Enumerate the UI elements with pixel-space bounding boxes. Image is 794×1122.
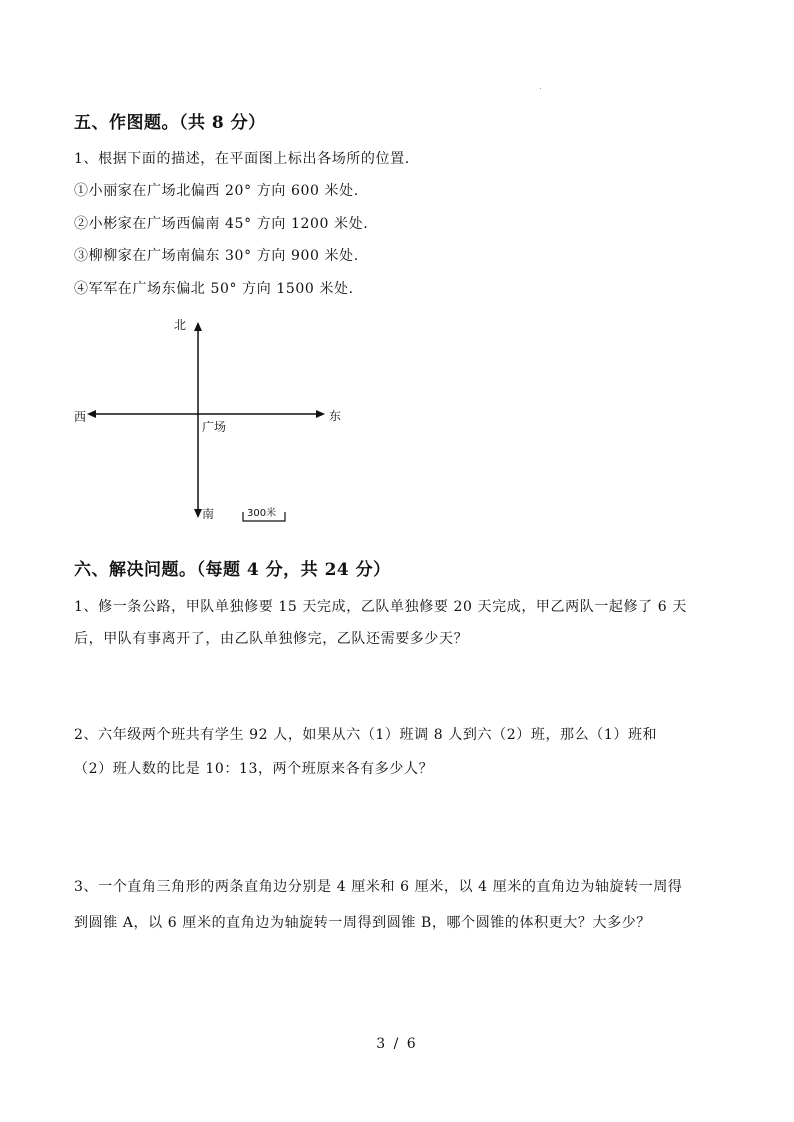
location-item-3: ③柳柳家在广场南偏东 30° 方向 900 米处. [74,248,359,264]
problem1-line2: 后，甲队有事离开了，由乙队单独修完，乙队还需要多少天？ [74,631,469,647]
south-label: 南 [202,507,215,521]
problem2-line1: 2、六年级两个班共有学生 92 人，如果从六（1）班调 8 人到六（2）班，那么（1）班和 [74,727,658,743]
location-item-2: ②小彬家在广场西偏南 45° 方向 1200 米处. [74,216,369,232]
scale-label: 300米 [247,508,277,519]
section6-heading: 六、解决问题。（每题 4 分，共 24 分） [74,560,391,580]
plaza-label: 广场 [202,420,227,434]
south-arrow-icon [194,509,202,518]
west-arrow-icon [87,410,96,418]
location-item-4: ④军军在广场东偏北 50° 方向 1500 米处. [74,281,354,297]
problem1-line1: 1、修一条公路，甲队单独修要 15 天完成，乙队单独修要 20 天完成，甲乙两队一起修了 6 天 [74,599,687,615]
section5-heading: 五、作图题。（共 8 分） [74,113,266,133]
west-label: 西 [74,410,87,424]
location-item-1: ①小丽家在广场北偏西 20° 方向 600 米处. [74,183,359,199]
problem3-line1: 3、一个直角三角形的两条直角边分别是 4 厘米和 6 厘米，以 4 厘米的直角边为轴旋转一周得 [74,879,683,895]
compass-diagram [0,0,794,540]
north-label: 北 [174,318,187,332]
east-label: 东 [329,409,342,423]
north-arrow-icon [194,322,202,331]
page-number: 3 / 6 [376,1036,418,1052]
q1-intro: 1、根据下面的描述，在平面图上标出各场所的位置. [74,151,410,167]
problem3-line2: 到圆锥 A，以 6 厘米的直角边为轴旋转一周得到圆锥 B，哪个圆锥的体积更大？大多少？ [74,915,651,931]
problem2-line2: （2）班人数的比是 10：13，两个班原来各有多少人？ [74,761,434,777]
east-arrow-icon [316,410,325,418]
